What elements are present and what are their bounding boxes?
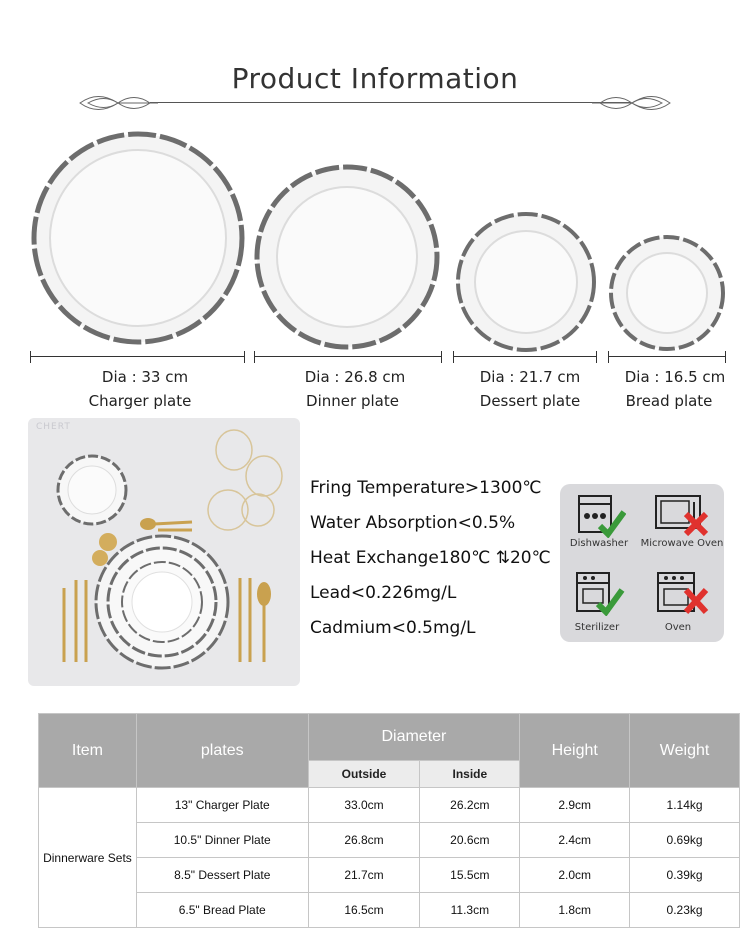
usage-icon-panel <box>560 484 724 642</box>
charger-name: Charger plate <box>88 392 192 410</box>
spec-firing-temperature: Fring Temperature>1300℃ <box>310 478 542 498</box>
dessert-dimension-line <box>453 351 597 363</box>
bread-diameter: Dia : 16.5 cm <box>624 368 726 386</box>
table-row <box>39 788 740 823</box>
cell-inside: 20.6cm <box>420 823 520 858</box>
bread-name: Bread plate <box>625 392 713 410</box>
header-plates: plates <box>136 714 308 788</box>
header-diameter: Diameter <box>308 714 520 761</box>
cell-plate: 13" Charger Plate <box>136 788 308 823</box>
cell-height: 2.9cm <box>520 788 630 823</box>
cell-inside: 15.5cm <box>420 858 520 893</box>
page-title: Product Information <box>231 62 519 95</box>
sterilizer-label: Sterilizer <box>574 622 620 633</box>
cell-inside: 11.3cm <box>420 893 520 928</box>
table-row <box>39 893 740 928</box>
brand-watermark: CHERT <box>36 422 71 432</box>
dinner-plate-image <box>250 160 445 355</box>
table-setting-photo <box>28 418 300 686</box>
dessert-diameter: Dia : 21.7 cm <box>479 368 581 386</box>
spec-cadmium: Cadmium<0.5mg/L <box>310 618 476 638</box>
header-height: Height <box>520 714 630 788</box>
header-item: Item <box>39 714 137 788</box>
cross-mark-icon <box>686 514 706 534</box>
microwave-icon <box>654 492 714 538</box>
charger-dimension-line <box>30 351 245 363</box>
dishwasher-icon <box>576 492 626 538</box>
spec-heat-exchange: Heat Exchange180℃ ⇅20℃ <box>310 548 551 568</box>
cell-weight: 0.39kg <box>630 858 740 893</box>
spec-lead: Lead<0.226mg/L <box>310 583 457 603</box>
cell-plate: 6.5" Bread Plate <box>136 893 308 928</box>
dinner-dimension-line <box>254 351 442 363</box>
charger-plate-image <box>28 130 248 350</box>
product-spec-table <box>38 713 740 928</box>
group-label: Dinnerware Sets <box>39 788 137 928</box>
cell-inside: 26.2cm <box>420 788 520 823</box>
header-weight: Weight <box>630 714 740 788</box>
cell-height: 1.8cm <box>520 893 630 928</box>
cell-outside: 33.0cm <box>308 788 420 823</box>
oven-label: Oven <box>664 622 692 633</box>
cross-mark-icon <box>686 590 706 612</box>
microwave-label: Microwave Oven <box>640 538 724 549</box>
header-inside: Inside <box>420 761 520 788</box>
cell-plate: 10.5" Dinner Plate <box>136 823 308 858</box>
cell-weight: 0.23kg <box>630 893 740 928</box>
charger-diameter: Dia : 33 cm <box>101 368 189 386</box>
dinner-name: Dinner plate <box>306 392 399 410</box>
spec-water-absorption: Water Absorption<0.5% <box>310 513 516 533</box>
sterilizer-icon <box>574 570 626 616</box>
table-row <box>39 858 740 893</box>
dishwasher-label: Dishwasher <box>569 538 629 549</box>
oven-icon <box>656 570 712 616</box>
header-outside: Outside <box>308 761 420 788</box>
cell-height: 2.0cm <box>520 858 630 893</box>
dinner-diameter: Dia : 26.8 cm <box>304 368 406 386</box>
cell-outside: 26.8cm <box>308 823 420 858</box>
cell-weight: 1.14kg <box>630 788 740 823</box>
dessert-plate-image <box>452 210 600 355</box>
cell-height: 2.4cm <box>520 823 630 858</box>
bread-dimension-line <box>608 351 726 363</box>
cell-outside: 21.7cm <box>308 858 420 893</box>
left-ornament-icon <box>78 88 158 118</box>
cell-outside: 16.5cm <box>308 893 420 928</box>
table-row <box>39 823 740 858</box>
right-ornament-icon <box>592 88 672 118</box>
cell-plate: 8.5" Dessert Plate <box>136 858 308 893</box>
cell-weight: 0.69kg <box>630 823 740 858</box>
title-divider <box>150 102 630 103</box>
bread-plate-image <box>606 232 728 354</box>
dessert-name: Dessert plate <box>479 392 581 410</box>
